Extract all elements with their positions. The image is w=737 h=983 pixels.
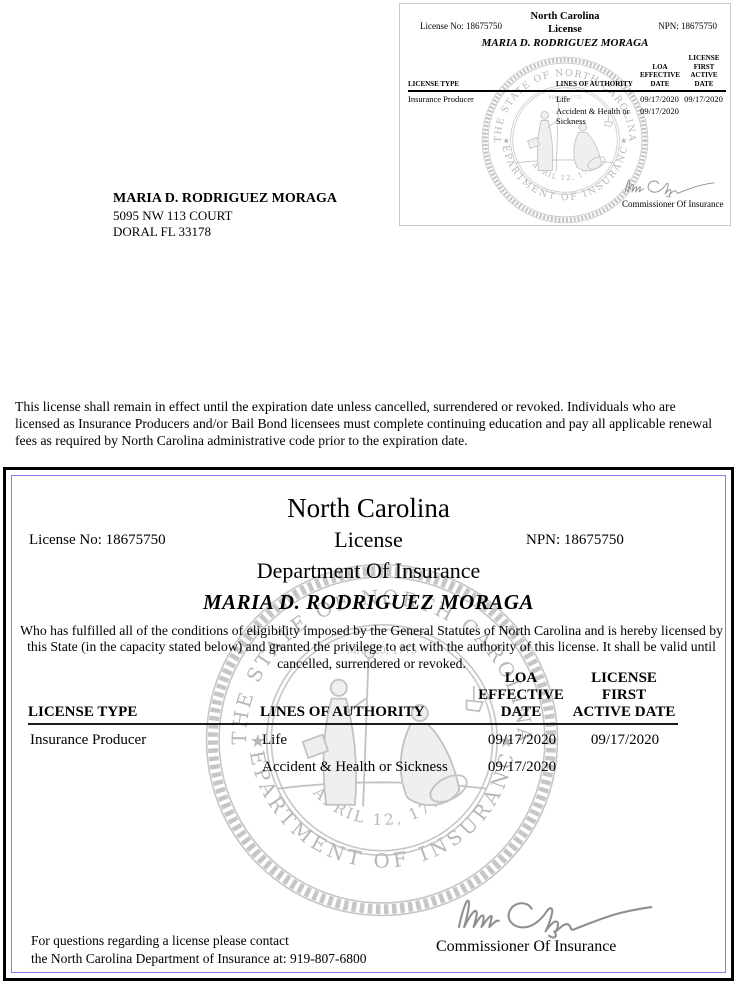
card-table-row: Accident & Health or Sickness 09/17/2020: [556, 106, 679, 126]
recipient-address-line2: DORAL FL 33178: [113, 224, 211, 239]
renewal-notice-paragraph: This license shall remain in effect until the expiration date unless cancelled, surrendered or revoked. Individuals who are licensed as Insurance Producers and/or Bail Bond licensees must complete continuing education and pay all applicable renewal fees as required by North Carolina administrative code prior to the expiration date.: [15, 399, 713, 448]
certificate-table-header-row: [28, 670, 678, 724]
card-table-header-row: [408, 54, 726, 91]
certificate-signature-block: [436, 888, 686, 956]
certificate-license-number: License No: 18675750: [29, 532, 166, 548]
signature-icon: [622, 174, 718, 198]
certificate-doc-type: License: [334, 527, 403, 552]
cert-col-lines-of-authority: LINES OF AUTHORITY: [260, 670, 472, 724]
certificate-contact-block: [31, 932, 367, 968]
recipient-name: MARIA D. RODRIGUEZ MORAGA: [113, 191, 337, 206]
card-col-license-type: LICENSE TYPE: [408, 54, 556, 91]
certificate-state-title: North Carolina: [287, 493, 450, 523]
card-col-license-first-active-date: LICENSE FIRST ACTIVE DATE: [682, 54, 726, 91]
certificate-department: Department Of Insurance: [256, 558, 481, 583]
license-certificate: [3, 467, 734, 981]
mailing-address-block: [113, 191, 337, 241]
card-table-row: Insurance Producer Life 09/17/2020 09/17/2020: [408, 94, 723, 104]
cert-col-license-type: LICENSE TYPE: [28, 670, 260, 724]
certificate-body-text: Who has fulfilled all of the conditions of eligibility imposed by the General Statutes of North Carolina and is hereby licensed by this State (in the capacity stated below) and granted the privilege to act with the authority of this license. It shall be valid until cancelled, surrendered or revoked.: [20, 623, 723, 671]
card-doc-type: License: [548, 23, 582, 35]
cert-col-loa-effective-date: LOA EFFECTIVE DATE: [472, 670, 570, 724]
certificate-authority-table: [28, 670, 678, 779]
certificate-table-row: Accident & Health or Sickness 09/17/2020: [262, 759, 557, 775]
contact-line1: For questions regarding a license please contact: [31, 933, 289, 948]
card-npn-number: NPN: 18675750: [658, 21, 717, 31]
certificate-table-row: Insurance Producer Life 09/17/2020 09/17/2020: [30, 732, 660, 748]
card-authority-table: [408, 54, 726, 126]
card-col-lines-of-authority: LINES OF AUTHORITY: [556, 54, 638, 91]
recipient-address-line1: 5095 NW 113 COURT: [113, 207, 233, 223]
contact-line2: the North Carolina Department of Insurance at: 919-807-6800: [31, 951, 367, 966]
card-state-title: North Carolina: [530, 11, 600, 22]
certificate-signature-title: Commissioner Of Insurance: [436, 938, 617, 955]
certificate-holder-name: MARIA D. RODRIGUEZ MORAGA: [202, 590, 535, 614]
card-col-loa-effective-date: LOA EFFECTIVE DATE: [638, 54, 682, 91]
card-license-number: License No: 18675750: [420, 21, 502, 31]
card-signature-title: Commissioner Of Insurance: [622, 199, 724, 209]
card-signature-block: [622, 174, 726, 209]
certificate-npn-number: NPN: 18675750: [526, 532, 624, 548]
wallet-license-card: [399, 3, 731, 226]
card-holder-name: MARIA D. RODRIGUEZ MORAGA: [481, 37, 649, 49]
signature-icon: [436, 888, 676, 940]
cert-col-license-first-active-date: LICENSE FIRST ACTIVE DATE: [570, 670, 678, 724]
